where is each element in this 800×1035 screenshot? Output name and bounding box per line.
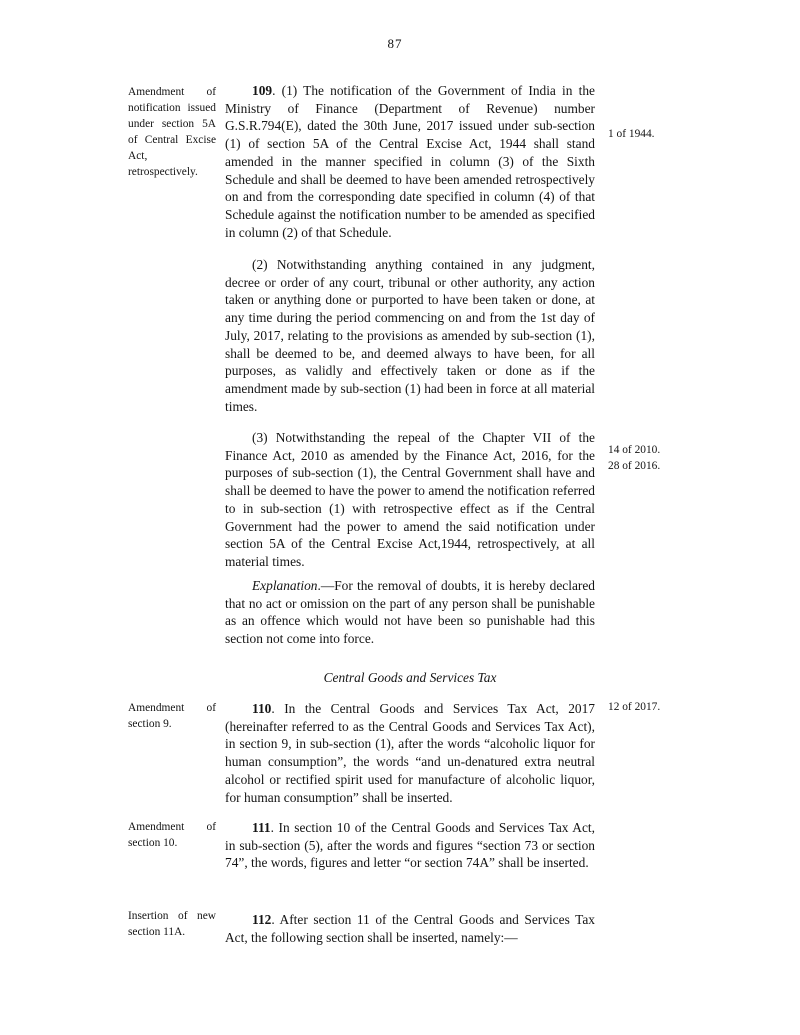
margin-note-section-109: Amendment of notification issued under section 5A of Central Excise Act, retrospectively. bbox=[128, 86, 216, 178]
citation-14-of-2010: 14 of 2010. bbox=[608, 444, 661, 456]
section-109-subsection-3: (3) Notwithstanding the repeal of the Chapter VII of the Finance Act, 2010 as amended by the Finance Act, 2016, for the purposes of sub-section (1), the Central Government shall have and shall be deemed to have the power to amend the notification referred to in sub-section (1) with retrospective effect as if the Central Government had the power to amend the said notification under section 5A of the Central Excise Act,1944, retrospectively, at all material times. bbox=[225, 430, 595, 569]
section-112 bbox=[225, 911, 595, 946]
section-109-subsection-1 bbox=[225, 82, 595, 241]
section-111-number: 111 bbox=[252, 820, 271, 835]
citation-12-of-2017: 12 of 2017. bbox=[608, 701, 661, 713]
explanation-text: .—For the removal of doubts, it is hereby declared that no act or omission on the part of any person shall be punishable as an offence which would not have been so punishable had this section not come into force. bbox=[225, 578, 595, 647]
section-109-subsection-2: (2) Notwithstanding anything contained in any judgment, decree or order of any court, tribunal or other authority, any action taken or anything done or purported to have been taken or done, at any time during the period commencing on and from the 1st day of July, 2017, relating to the provisions as amended by sub-section (1), shall be deemed to be, and deemed always to have been, for all purposes, as validly and effectively taken or done as if the amendment made by sub-section (1) had been in force at all material times. bbox=[225, 257, 595, 414]
section-109-number: 109 bbox=[252, 83, 273, 98]
section-111 bbox=[225, 819, 595, 872]
citation-1-of-1944: 1 of 1944. bbox=[608, 128, 655, 140]
explanation-label: Explanation bbox=[252, 578, 318, 593]
section-111-text: . In section 10 of the Central Goods and Services Tax Act, in sub-section (5), after the words and figures “section 73 or section 74”, the words, figures and letter “or section 74A” shall be inserted. bbox=[225, 820, 595, 871]
heading-central-goods-and-services-tax: Central Goods and Services Tax bbox=[323, 670, 497, 685]
citation-group-finance-acts bbox=[608, 443, 692, 475]
section-109-explanation bbox=[225, 577, 595, 648]
citation-28-of-2016: 28 of 2016. bbox=[608, 459, 661, 472]
page-number: 87 bbox=[387, 36, 403, 51]
section-110 bbox=[225, 700, 595, 806]
margin-note-section-112: Insertion of new section 11A. bbox=[128, 910, 216, 938]
section-110-text: . In the Central Goods and Services Tax Act, 2017 (hereinafter referred to as the Central Goods and Services Tax Act), in section 9, in sub-section (1), after the words “alcoholic liquor for human consumption”, the words “and un-denatured extra neutral alcohol or rectified spirit used for manufacture of alcoholic liquor, for human consumption” shall be inserted. bbox=[225, 701, 595, 805]
margin-note-section-111: Amendment of section 10. bbox=[128, 821, 216, 849]
section-109-subsection-1-text: . (1) The notification of the Government of India in the Ministry of Finance (Department of Revenue) number G.S.R.794(E), dated the 30th June, 2017 issued under sub-section (1) of section 5A of the Central Excise Act, 1944 shall stand amended in the manner specified in column (3) of the Sixth Schedule and shall be deemed to have been amended retrospectively on and from the corresponding date specified in column (4) of that Schedule against the notification number to be amended as specified in column (2) of that Schedule. bbox=[225, 83, 595, 240]
section-112-text: . After section 11 of the Central Goods and Services Tax Act, the following section shall be inserted, namely:— bbox=[225, 912, 595, 945]
section-110-number: 110 bbox=[252, 701, 272, 716]
margin-note-section-110: Amendment of section 9. bbox=[128, 702, 216, 730]
section-112-number: 112 bbox=[252, 912, 272, 927]
